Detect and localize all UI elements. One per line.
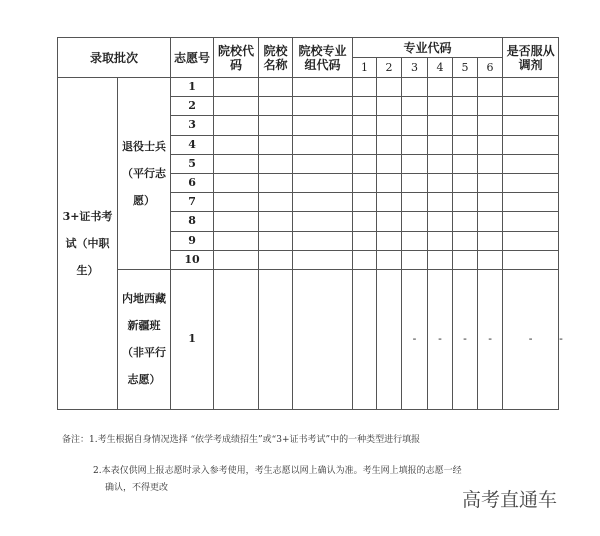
input-cell[interactable] xyxy=(293,97,353,116)
input-cell[interactable] xyxy=(214,212,259,231)
input-cell[interactable] xyxy=(428,231,453,250)
input-cell[interactable] xyxy=(453,154,478,173)
input-cell[interactable] xyxy=(377,231,402,250)
input-cell[interactable] xyxy=(478,78,503,97)
input-cell[interactable] xyxy=(428,173,453,192)
input-cell[interactable] xyxy=(503,97,559,116)
choice-number: 7 xyxy=(171,193,214,212)
input-cell[interactable] xyxy=(402,231,428,250)
application-form-table xyxy=(57,37,563,410)
input-cell[interactable] xyxy=(478,116,503,135)
header-group-code: 院校专业组代码 xyxy=(293,38,353,78)
input-cell[interactable] xyxy=(259,269,293,409)
input-cell[interactable] xyxy=(478,97,503,116)
input-cell[interactable] xyxy=(377,97,402,116)
dash-cell: - xyxy=(428,269,453,409)
input-cell[interactable] xyxy=(402,173,428,192)
input-cell[interactable] xyxy=(293,154,353,173)
header-school-code: 院校代码 xyxy=(214,38,259,78)
input-cell[interactable] xyxy=(402,193,428,212)
input-cell[interactable] xyxy=(353,212,377,231)
input-cell[interactable] xyxy=(377,135,402,154)
input-cell[interactable] xyxy=(478,193,503,212)
input-cell[interactable] xyxy=(259,78,293,97)
dash-cell: - xyxy=(453,269,478,409)
header-major-num: 4 xyxy=(428,58,453,78)
choice-number: 5 xyxy=(171,154,214,173)
input-cell[interactable] xyxy=(259,97,293,116)
input-cell[interactable] xyxy=(478,154,503,173)
input-cell[interactable] xyxy=(353,97,377,116)
input-cell[interactable] xyxy=(377,116,402,135)
input-cell[interactable] xyxy=(377,212,402,231)
input-cell[interactable] xyxy=(503,231,559,250)
input-cell[interactable] xyxy=(214,231,259,250)
input-cell[interactable] xyxy=(478,135,503,154)
input-cell[interactable] xyxy=(259,135,293,154)
input-cell[interactable] xyxy=(293,135,353,154)
input-cell[interactable] xyxy=(428,250,453,269)
input-cell[interactable] xyxy=(259,193,293,212)
input-cell[interactable] xyxy=(428,135,453,154)
input-cell[interactable] xyxy=(377,78,402,97)
input-cell[interactable] xyxy=(402,212,428,231)
input-cell[interactable] xyxy=(402,78,428,97)
input-cell[interactable] xyxy=(293,116,353,135)
input-cell[interactable] xyxy=(259,250,293,269)
choice-number: 6 xyxy=(171,173,214,192)
input-cell[interactable] xyxy=(453,173,478,192)
input-cell[interactable] xyxy=(478,250,503,269)
input-cell[interactable] xyxy=(353,173,377,192)
input-cell[interactable] xyxy=(453,250,478,269)
input-cell[interactable] xyxy=(353,250,377,269)
input-cell[interactable] xyxy=(402,116,428,135)
input-cell[interactable] xyxy=(453,78,478,97)
header-major-num: 3 xyxy=(402,58,428,78)
input-cell[interactable] xyxy=(353,154,377,173)
choice-number: 3 xyxy=(171,116,214,135)
input-cell[interactable] xyxy=(214,97,259,116)
input-cell[interactable] xyxy=(214,116,259,135)
header-major-num: 1 xyxy=(353,58,377,78)
input-cell[interactable] xyxy=(478,212,503,231)
choice-number: 2 xyxy=(171,97,214,116)
input-cell[interactable] xyxy=(453,193,478,212)
note-2-cont: 确认，不得更改 xyxy=(105,483,169,493)
input-cell[interactable] xyxy=(214,154,259,173)
input-cell[interactable] xyxy=(377,154,402,173)
input-cell[interactable] xyxy=(214,78,259,97)
input-cell[interactable] xyxy=(503,250,559,269)
table-row xyxy=(58,78,559,97)
input-cell[interactable] xyxy=(453,116,478,135)
choice-number: 10 xyxy=(171,250,214,269)
input-cell[interactable] xyxy=(478,173,503,192)
input-cell[interactable] xyxy=(503,193,559,212)
batch-name: 3+证书考试（中职生） xyxy=(58,78,118,410)
input-cell[interactable] xyxy=(259,154,293,173)
input-cell[interactable] xyxy=(377,250,402,269)
input-cell[interactable] xyxy=(453,231,478,250)
choice-number: 9 xyxy=(171,231,214,250)
choice-number: 8 xyxy=(171,212,214,231)
input-cell[interactable] xyxy=(353,116,377,135)
input-cell[interactable] xyxy=(293,269,353,409)
input-cell[interactable] xyxy=(428,116,453,135)
header-major-num: 6 xyxy=(478,58,503,78)
input-cell[interactable] xyxy=(214,269,259,409)
choice-number: 1 xyxy=(171,78,214,97)
input-cell[interactable] xyxy=(293,173,353,192)
group-xinjiang-tibet: 内地西藏新疆班（非平行志愿） xyxy=(118,269,171,409)
input-cell[interactable] xyxy=(214,250,259,269)
choice-number: 4 xyxy=(171,135,214,154)
header-major-num: 5 xyxy=(453,58,478,78)
group-veterans: 退役士兵（平行志愿） xyxy=(118,78,171,270)
input-cell[interactable] xyxy=(428,212,453,231)
input-cell[interactable] xyxy=(214,173,259,192)
input-cell[interactable] xyxy=(503,116,559,135)
input-cell[interactable] xyxy=(259,116,293,135)
input-cell[interactable] xyxy=(293,250,353,269)
input-cell[interactable] xyxy=(214,135,259,154)
header-choice-no: 志愿号 xyxy=(171,38,214,78)
input-cell[interactable] xyxy=(402,250,428,269)
input-cell[interactable] xyxy=(293,231,353,250)
header-major-code: 专业代码 xyxy=(353,38,503,58)
input-cell[interactable] xyxy=(478,231,503,250)
header-batch: 录取批次 xyxy=(58,38,171,78)
choice-number: 1 xyxy=(171,269,214,409)
input-cell[interactable] xyxy=(214,193,259,212)
input-cell[interactable] xyxy=(453,97,478,116)
table-row: 内地西藏新疆班（非平行志愿） 1 - - - - - - xyxy=(58,269,559,409)
input-cell[interactable] xyxy=(293,78,353,97)
input-cell[interactable] xyxy=(353,135,377,154)
input-cell[interactable] xyxy=(353,78,377,97)
input-cell[interactable] xyxy=(503,173,559,192)
input-cell[interactable] xyxy=(353,231,377,250)
dash-cell: - xyxy=(478,269,503,409)
input-cell[interactable] xyxy=(259,173,293,192)
input-cell[interactable] xyxy=(503,212,559,231)
input-cell[interactable] xyxy=(428,154,453,173)
input-cell[interactable] xyxy=(428,97,453,116)
watermark-logo: 高考直通车 xyxy=(462,489,558,511)
input-cell[interactable] xyxy=(402,135,428,154)
dash-cell: - xyxy=(402,269,428,409)
header-school-name: 院校名称 xyxy=(259,38,293,78)
input-cell[interactable] xyxy=(259,231,293,250)
dash-cell: - xyxy=(503,269,559,409)
note-2: 2.本表仅供网上报志愿时录入参考使用，考生志愿以网上确认为准。考生网上填报的志愿一经 xyxy=(93,466,462,476)
input-cell[interactable] xyxy=(428,193,453,212)
input-cell[interactable] xyxy=(377,193,402,212)
input-cell[interactable] xyxy=(353,193,377,212)
input-cell[interactable] xyxy=(453,135,478,154)
input-cell[interactable] xyxy=(402,154,428,173)
input-cell[interactable] xyxy=(503,135,559,154)
header-adjust: 是否服从调剂 xyxy=(503,38,559,78)
input-cell[interactable] xyxy=(293,212,353,231)
note-1: 备注：1.考生根据自身情况选择 “依学考成绩招生”或“3+证书考试”中的一种类型进行填报 xyxy=(62,435,421,445)
input-cell[interactable] xyxy=(377,269,402,409)
input-cell[interactable] xyxy=(503,78,559,97)
input-cell[interactable] xyxy=(353,269,377,409)
input-cell[interactable] xyxy=(293,193,353,212)
input-cell[interactable] xyxy=(428,78,453,97)
input-cell[interactable] xyxy=(453,212,478,231)
input-cell[interactable] xyxy=(259,212,293,231)
header-major-num: 2 xyxy=(377,58,402,78)
input-cell[interactable] xyxy=(402,97,428,116)
input-cell[interactable] xyxy=(377,173,402,192)
input-cell[interactable] xyxy=(503,154,559,173)
